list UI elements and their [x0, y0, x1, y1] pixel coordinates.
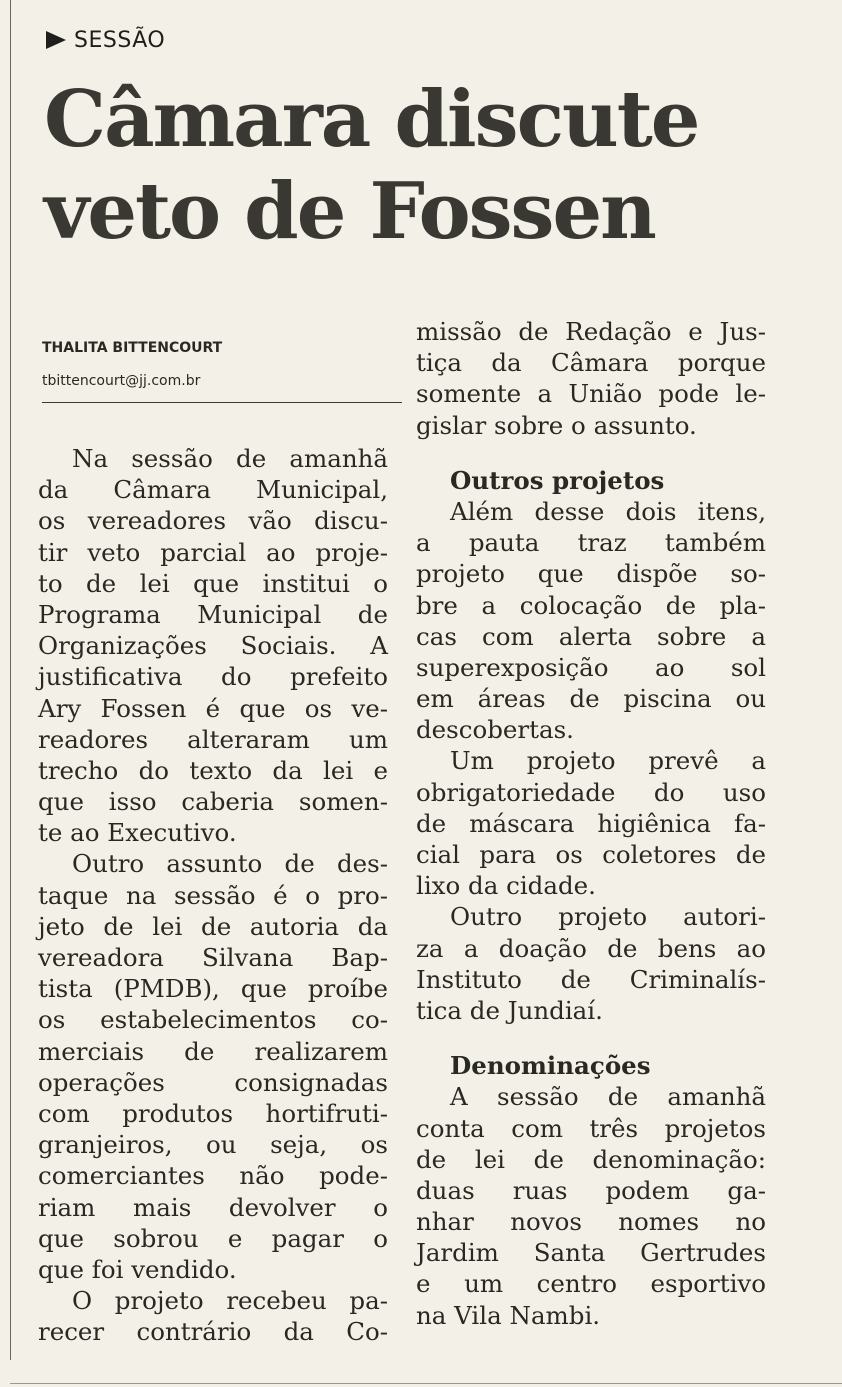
text-line: Outro projeto autori- [450, 902, 766, 932]
text-line: os vereadores vão discu- [38, 506, 388, 536]
text-line: conta com três projetos [416, 1113, 766, 1143]
text-line: Organizações Sociais. A [38, 631, 388, 661]
section-kicker [46, 28, 165, 53]
text-line: e um centro esportivo [416, 1269, 766, 1299]
paragraph-gap [416, 441, 766, 465]
text-line: os estabelecimentos co- [38, 1005, 388, 1035]
text-line: duas ruas podem ga- [416, 1175, 766, 1205]
text-line: riam mais devolver o [38, 1192, 388, 1222]
text-line: somente a União pode le- [416, 379, 766, 409]
article-column-left [38, 443, 388, 1347]
text-line: O projeto recebeu pa- [72, 1286, 388, 1316]
text-line: za a doação de bens ao [416, 933, 766, 963]
text-line: missão de Redação e Jus- [416, 317, 766, 346]
subheading: Denominações [450, 1051, 651, 1081]
text-line: Na sessão de amanhã [72, 444, 388, 473]
text-line: Programa Municipal de [38, 599, 388, 629]
text-line: A sessão de amanhã [450, 1082, 766, 1112]
text-line: nhar novos nomes no [416, 1207, 766, 1237]
headline-line-2: veto de Fossen [44, 166, 655, 257]
text-line: recer contrário da Co- [38, 1317, 388, 1347]
text-line: de lei de denominação: [416, 1144, 766, 1174]
text-line: lixo da cidade. [416, 871, 596, 901]
text-line: justificativa do prefeito [38, 662, 388, 692]
text-line: Outro assunto de des- [72, 849, 388, 879]
text-line: a pauta traz também [416, 528, 766, 558]
text-line: obrigatoriedade do uso [416, 777, 766, 807]
text-line: Além desse dois itens, [450, 496, 766, 526]
text-line: projeto que dispõe so- [416, 559, 766, 589]
text-line: trecho do texto da lei e [38, 755, 388, 785]
author-name: THALITA BITTENCOURT [42, 340, 223, 356]
article-column-right [416, 316, 766, 1331]
text-line: da Câmara Municipal, [38, 475, 388, 505]
text-line: taque na sessão é o pro- [38, 880, 388, 910]
column-rule [10, 0, 11, 1360]
text-line: te ao Executivo. [38, 818, 237, 848]
text-line: to de lei que institui o [38, 568, 388, 598]
text-line: gislar sobre o assunto. [416, 410, 697, 440]
bottom-rule [10, 1383, 842, 1384]
text-line: que isso caberia somen- [38, 787, 388, 817]
text-line: tista (PMDB), que proíbe [38, 974, 388, 1004]
text-line: tiça da Câmara porque [416, 348, 766, 378]
text-line: que sobrou e pagar o [38, 1223, 388, 1253]
text-line: tica de Jundiaí. [416, 995, 603, 1025]
text-line: granjeiros, ou seja, os [38, 1130, 388, 1160]
text-line: merciais de realizarem [38, 1036, 388, 1066]
text-line: de máscara higiênica fa- [416, 808, 766, 838]
text-line: Jardim Santa Gertrudes [416, 1238, 766, 1268]
text-line: jeto de lei de autoria da [38, 911, 388, 941]
text-line: tir veto parcial ao proje- [38, 537, 388, 567]
arrow-icon [46, 31, 66, 49]
byline-divider [42, 402, 402, 403]
text-line: bre a colocação de pla- [416, 590, 766, 620]
text-line: comerciantes não pode- [38, 1161, 388, 1191]
text-line: Instituto de Criminalís- [416, 964, 766, 994]
text-line: na Vila Nambi. [416, 1300, 601, 1330]
author-email[interactable]: tbittencourt@jj.com.br [42, 373, 201, 389]
headline-line-1: Câmara discute [44, 74, 699, 165]
text-line: vereadora Silvana Bap- [38, 943, 388, 972]
text-line: cial para os coletores de [416, 840, 766, 869]
subheading: Outros projetos [450, 465, 665, 495]
text-line: em áreas de piscina ou [416, 684, 766, 714]
text-line: Ary Fossen é que os ve- [38, 693, 388, 723]
kicker-label: SESSÃO [74, 28, 166, 53]
text-line: superexposição ao sol [416, 652, 766, 682]
text-line: cas com alerta sobre a [416, 621, 766, 651]
text-line: operações consignadas [38, 1067, 388, 1097]
text-line: com produtos hortifruti- [38, 1098, 388, 1128]
headline [44, 74, 824, 258]
text-line: Um projeto prevê a [450, 746, 766, 776]
text-line: readores alteraram um [38, 724, 388, 754]
text-line: que foi vendido. [38, 1254, 237, 1284]
text-line: descobertas. [416, 715, 574, 745]
paragraph-gap [416, 1026, 766, 1050]
